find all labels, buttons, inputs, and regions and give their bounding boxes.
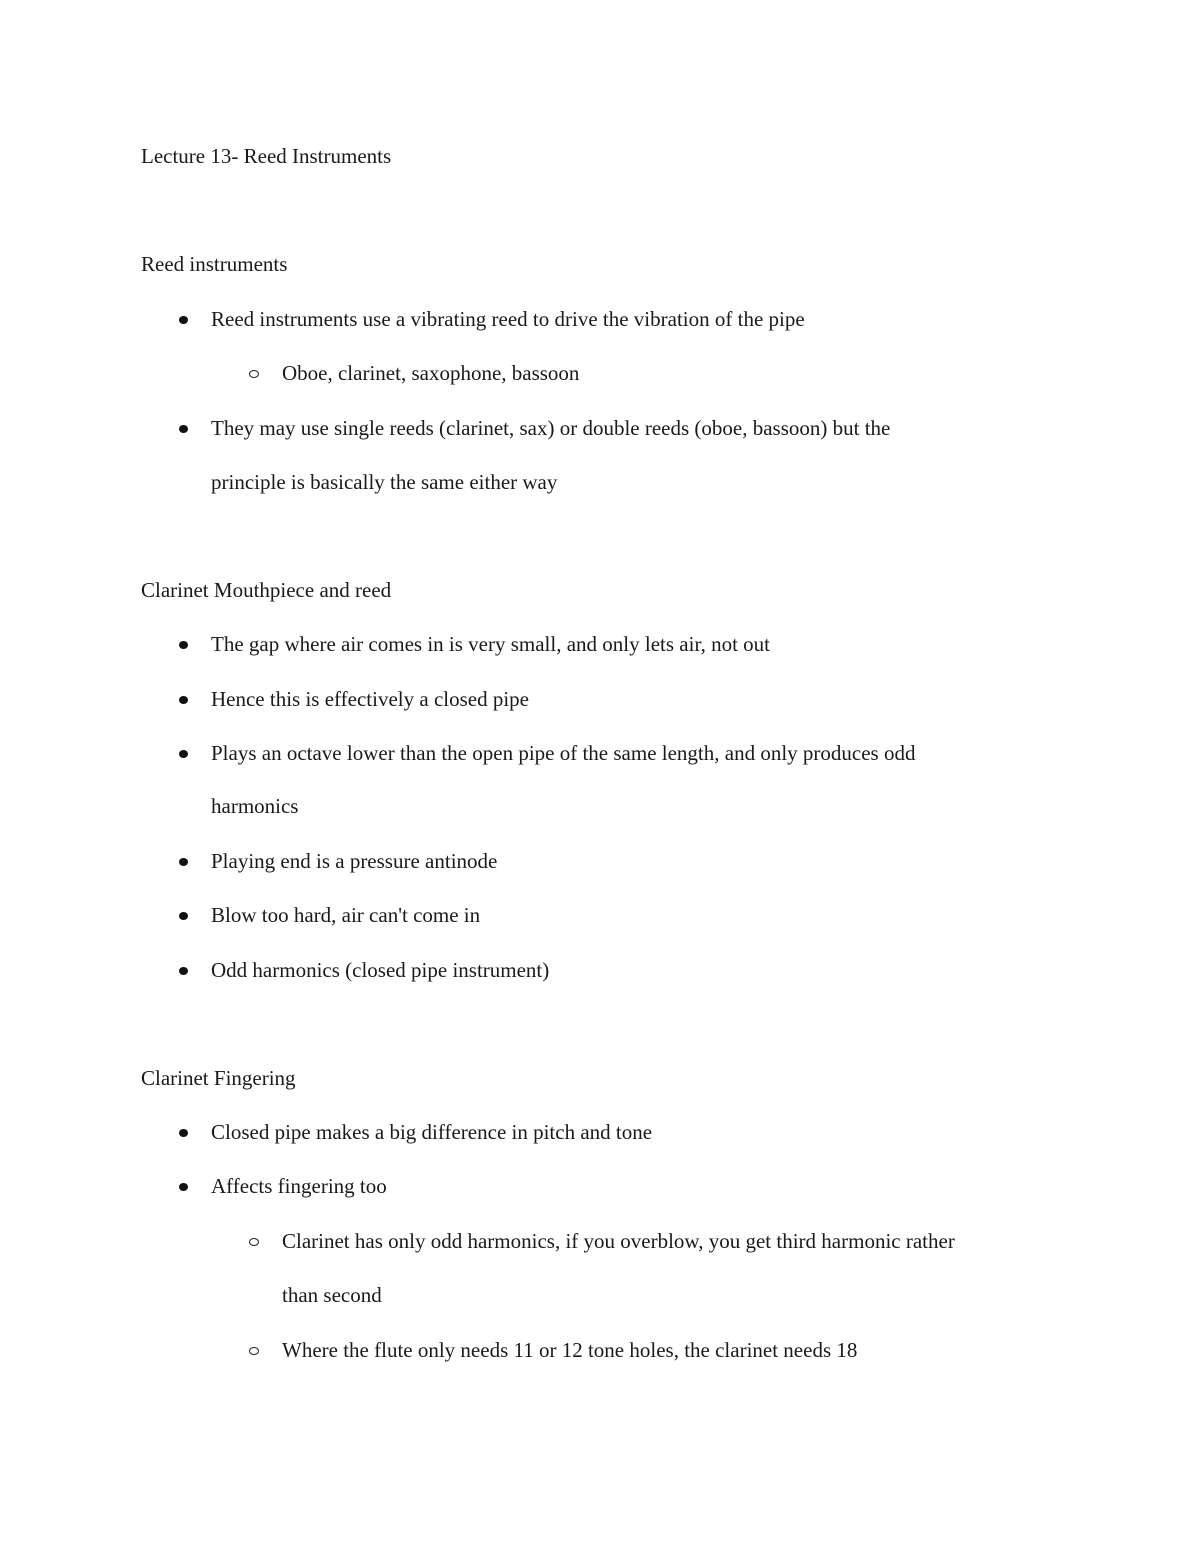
bullet-dot-icon [179,1183,188,1191]
list-item: Blow too hard, air can't come in [211,903,481,927]
bullet-circle-icon [249,370,259,378]
bullet-dot-icon [179,858,188,866]
list-item: The gap where air comes in is very small, and only lets air, not out [211,632,771,656]
list-item: Playing end is a pressure antinode [211,849,498,873]
page-title: Lecture 13- Reed Instruments [141,144,392,168]
list-item: Reed instruments use a vibrating reed to drive the vibration of the pipe [211,307,805,331]
section-heading-clarinet-fingering: Clarinet Fingering [141,1066,296,1090]
list-item-continuation: principle is basically the same either way [211,470,558,494]
bullet-dot-icon [179,750,188,758]
bullet-dot-icon [179,425,188,433]
section-heading-reed-instruments: Reed instruments [141,252,288,276]
sub-list-item: Clarinet has only odd harmonics, if you overblow, you get third harmonic rather [282,1229,955,1253]
bullet-dot-icon [179,641,188,649]
sub-list-item: Where the flute only needs 11 or 12 tone holes, the clarinet needs 18 [282,1338,858,1362]
bullet-circle-icon [249,1347,259,1355]
bullet-dot-icon [179,1129,188,1137]
list-item: They may use single reeds (clarinet, sax) or double reeds (oboe, bassoon) but the [211,416,891,440]
sub-list-item-continuation: than second [282,1283,382,1307]
list-item: Odd harmonics (closed pipe instrument) [211,958,550,982]
bullet-dot-icon [179,912,188,920]
list-item: Plays an octave lower than the open pipe of the same length, and only produces odd [211,741,916,765]
section-heading-clarinet-mouthpiece: Clarinet Mouthpiece and reed [141,578,392,602]
sub-list-item: Oboe, clarinet, saxophone, bassoon [282,361,580,385]
bullet-dot-icon [179,696,188,704]
list-item: Affects fingering too [211,1174,387,1198]
list-item-continuation: harmonics [211,794,299,818]
bullet-circle-icon [249,1238,259,1246]
list-item: Hence this is effectively a closed pipe [211,687,529,711]
list-item: Closed pipe makes a big difference in pitch and tone [211,1120,653,1144]
bullet-dot-icon [179,316,188,324]
bullet-dot-icon [179,967,188,975]
